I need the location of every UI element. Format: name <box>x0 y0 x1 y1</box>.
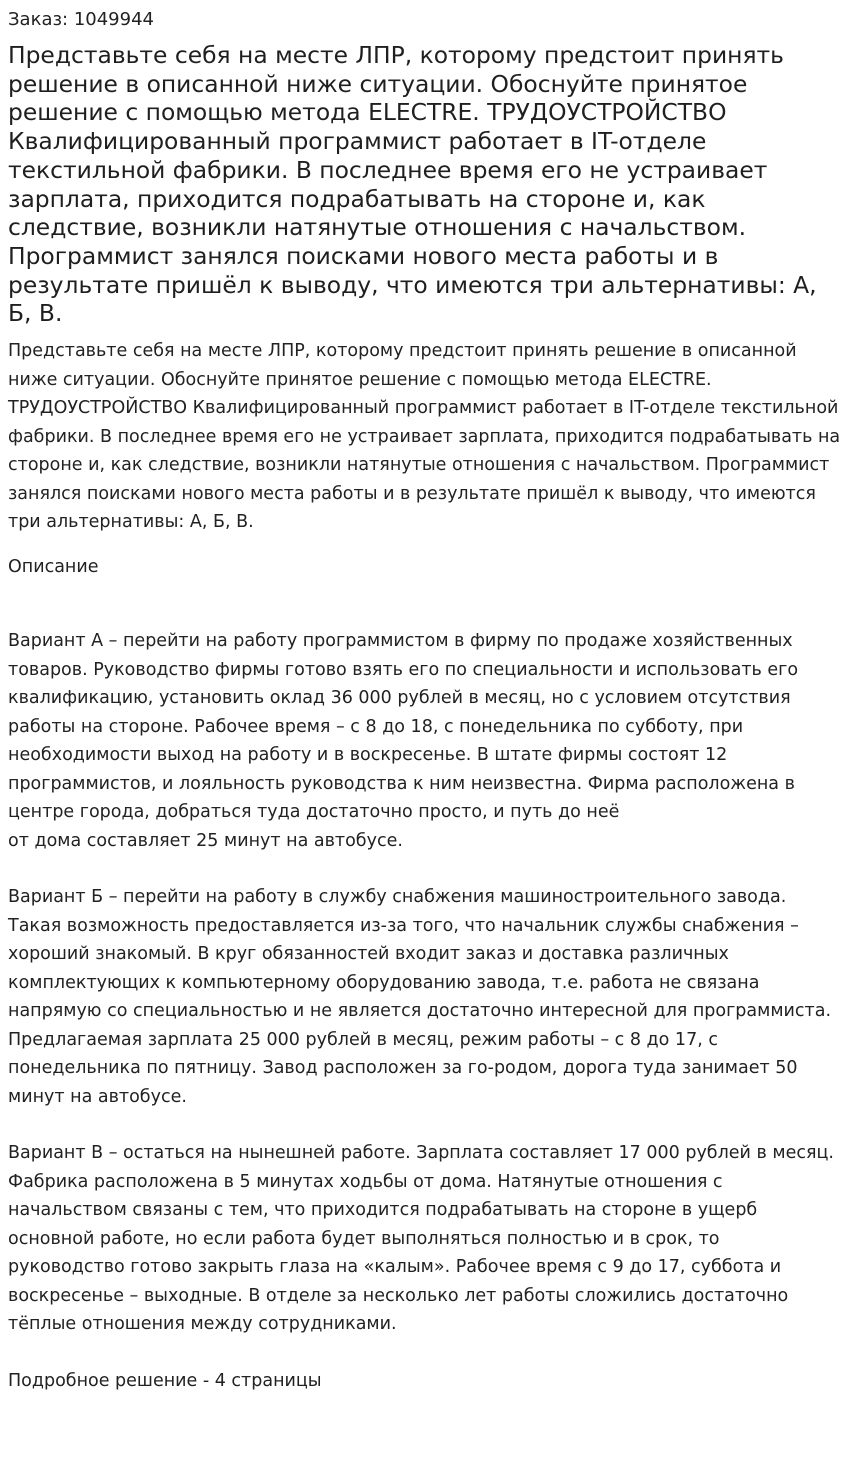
order-page <box>0 8 847 1395</box>
variant-b: Вариант Б – перейти на работу в службу снабжения машиностроительного завода. Такая возможность предоставляется из-за того, что начальник службы снабжения – хороший знакомый. В круг обязанностей входит заказ и доставка различных комплектующих к компьютерному оборудованию завода, т.е. работа не связана напрямую со специальностью и не является достаточно интересной для программиста. Предлагаемая зарплата 25 000 рублей в месяц, режим работы – с 8 до 17, с понедельника по пятницу. Завод расположен за го-родом, дорога туда занимает 50 минут на автобусе. <box>8 887 832 1107</box>
variant-a-text: Вариант А – перейти на работу программистом в фирму по продаже хозяйственных товаров. Руководство фирмы готово взять его по специальности и использовать его квалификацию, установить оклад 36 000 рублей в месяц, но с условием отсутствия работы на стороне. Рабочее время – с 8 до 18, с понедельника по субботу, при необходимости выход на работу и в воскресенье. В штате фирмы состоят 12 программистов, и лояльность руководства к ним неизвестна. Фирма расположена в центре города, добраться туда достаточно просто, и путь до неё <box>8 631 799 823</box>
solution-note: Подробное решение - 4 страницы <box>8 1370 322 1391</box>
variant-a <box>8 627 841 855</box>
variant-a-text-continued: от дома составляет 25 минут на автобусе. <box>8 830 403 851</box>
task-intro: Представьте себя на месте ЛПР, которому предстоит принять решение в описанной ниже ситуации. Обоснуйте принятое решение с помощью метода ELECTRE. ТРУДОУСТРОЙСТВО Квалифицированный программист работает в IT-отделе текстильной фабрики. В последнее время его не устраивает зарплата, приходится подрабатывать на стороне и, как следствие, возникли натянутые отношения с начальством. Программист занялся поисками нового места работы и в результате пришёл к выводу, что имеются три альтернативы: А, Б, В. <box>8 341 841 533</box>
order-number: Заказ: 1049944 <box>8 9 154 30</box>
description-label: Описание <box>8 556 99 577</box>
variant-c: Вариант В – остаться на нынешней работе. Зарплата составляет 17 000 рублей в месяц. Фабрика расположена в 5 минутах ходьбы от дома. Натянутые отношения с начальством связаны с тем, что приходится подрабатывать на стороне в ущерб основной работе, но если работа будет выполняться полностью и в срок, то руководство готово закрыть глаза на «калым». Рабочее время с 9 до 17, суббота и воскресенье – выходные. В отделе за несколько лет работы сложились достаточно тёплые отношения между сотрудниками. <box>8 1143 834 1335</box>
task-title: Представьте себя на месте ЛПР, которому предстоит принять решение в описанной ниже ситуации. Обоснуйте принятое решение с помощью метода ELECTRE. ТРУДОУСТРОЙСТВО Квалифицированный программист работает в IT-отделе текстильной фабрики. В последнее время его не устраивает зарплата, приходится подрабатывать на стороне и, как следствие, возникли натянутые отношения с начальством. Программист занялся поисками нового места работы и в результате пришёл к выводу, что имеются три альтернативы: А, Б, В. <box>8 41 817 328</box>
